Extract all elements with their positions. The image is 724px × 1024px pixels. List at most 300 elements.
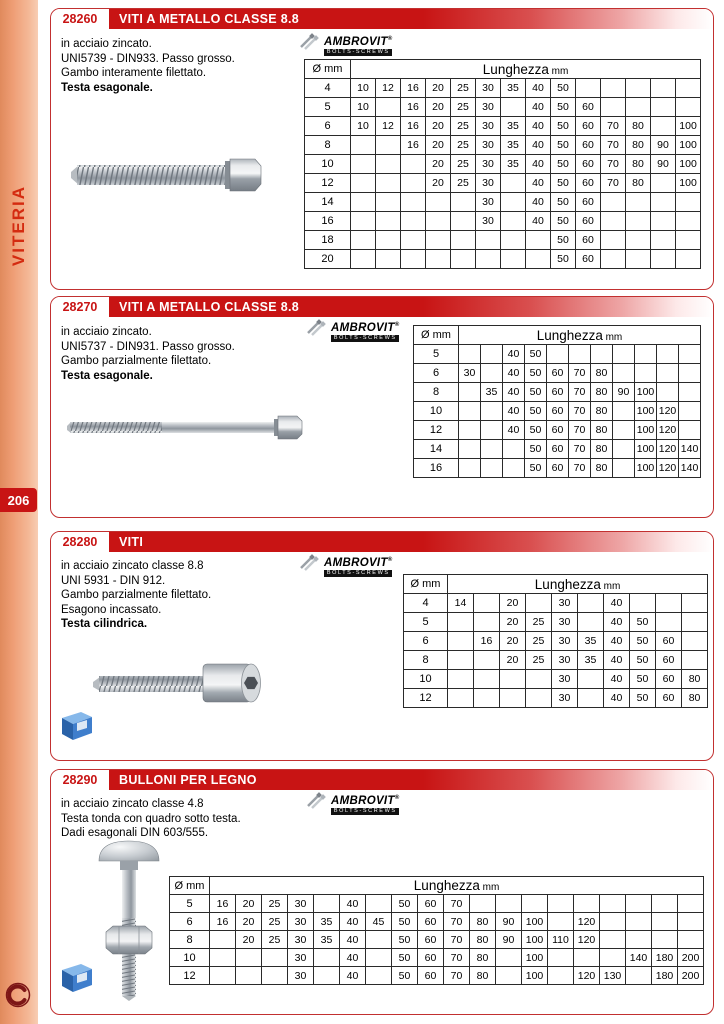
length-cell [401, 231, 426, 250]
diameter-cell: 10 [305, 155, 351, 174]
description-line: Gambo interamente filettato. [61, 67, 207, 79]
length-cell: 50 [392, 967, 418, 985]
length-cell: 40 [503, 402, 525, 421]
length-cell: 30 [459, 364, 481, 383]
length-cell [376, 250, 401, 269]
length-cell: 16 [401, 79, 426, 98]
length-cell: 70 [444, 967, 470, 985]
length-cell [601, 231, 626, 250]
description-line: in acciaio zincato. [61, 38, 152, 50]
product-title: BULLONI PER LEGNO [109, 770, 713, 790]
length-cell [366, 949, 392, 967]
length-cell: 50 [551, 155, 576, 174]
length-cell [676, 212, 701, 231]
length-cell: 100 [522, 913, 548, 931]
length-cell: 35 [578, 632, 604, 651]
ambrovit-logo [306, 319, 399, 342]
length-cell: 50 [630, 632, 656, 651]
length-cell [448, 651, 474, 670]
length-cell [459, 459, 481, 478]
length-cell [652, 931, 678, 949]
ambrovit-logo [306, 792, 399, 815]
product-code: 28260 [51, 9, 109, 29]
length-cell: 20 [426, 79, 451, 98]
length-cell: 50 [392, 949, 418, 967]
length-cell: 40 [340, 931, 366, 949]
table-row [414, 383, 701, 402]
length-cell: 20 [426, 136, 451, 155]
length-cell: 50 [525, 421, 547, 440]
length-cell [676, 98, 701, 117]
screws-icon [306, 792, 328, 810]
length-cell: 120 [574, 913, 600, 931]
length-cell [600, 895, 626, 913]
length-cell: 50 [525, 440, 547, 459]
length-cell: 25 [451, 174, 476, 193]
length-cell [376, 193, 401, 212]
description-line: Gambo parzialmente filettato. [61, 355, 212, 367]
diameter-cell: 20 [305, 250, 351, 269]
length-cell: 25 [451, 79, 476, 98]
length-cell [626, 895, 652, 913]
diameter-cell: 8 [170, 931, 210, 949]
length-cell [678, 931, 704, 949]
length-cell [351, 212, 376, 231]
length-cell: 80 [682, 670, 708, 689]
length-cell [657, 345, 679, 364]
length-cell: 100 [676, 117, 701, 136]
length-cell: 100 [522, 949, 548, 967]
length-cell [679, 383, 701, 402]
length-cell: 20 [500, 651, 526, 670]
length-cell [601, 193, 626, 212]
length-cell: 20 [236, 913, 262, 931]
length-cell: 20 [426, 117, 451, 136]
description-line: Dadi esagonali DIN 603/555. [61, 827, 209, 839]
length-cell [401, 193, 426, 212]
length-cell: 35 [314, 913, 340, 931]
length-cell: 70 [569, 440, 591, 459]
length-cell [501, 98, 526, 117]
length-cell [676, 193, 701, 212]
diameter-header: Ø mm [170, 877, 210, 895]
length-header: Lunghezza mm [210, 877, 704, 895]
length-cell: 50 [551, 136, 576, 155]
length-cell: 16 [401, 136, 426, 155]
description-line: Esagono incassato. [61, 603, 162, 616]
length-cell [481, 421, 503, 440]
length-cell [578, 613, 604, 632]
table-row [404, 613, 708, 632]
length-cell: 25 [451, 98, 476, 117]
length-cell: 40 [604, 670, 630, 689]
length-cell [569, 345, 591, 364]
description-line: in acciaio zincato classe 4.8 [61, 798, 204, 810]
length-cell: 80 [626, 155, 651, 174]
length-cell: 70 [601, 155, 626, 174]
length-cell: 200 [678, 949, 704, 967]
size-table-container [413, 325, 701, 478]
sidebar [0, 0, 38, 1024]
length-cell [451, 212, 476, 231]
length-cell [376, 231, 401, 250]
length-cell: 25 [526, 632, 552, 651]
length-cell: 20 [236, 895, 262, 913]
length-cell: 40 [340, 967, 366, 985]
length-cell [591, 345, 613, 364]
length-cell [501, 212, 526, 231]
length-cell [651, 79, 676, 98]
length-cell: 30 [552, 613, 578, 632]
length-cell: 50 [392, 913, 418, 931]
length-cell [676, 79, 701, 98]
page-number-badge: 206 [0, 488, 37, 512]
length-cell [548, 913, 574, 931]
length-cell [626, 212, 651, 231]
table-row [305, 79, 701, 98]
description-line: in acciaio zincato. [61, 326, 152, 338]
length-cell: 30 [552, 632, 578, 651]
length-cell: 20 [236, 931, 262, 949]
length-cell: 60 [547, 383, 569, 402]
length-cell: 25 [262, 895, 288, 913]
diameter-cell: 12 [414, 421, 459, 440]
length-cell: 35 [481, 383, 503, 402]
length-cell: 20 [426, 174, 451, 193]
length-cell: 12 [376, 117, 401, 136]
length-cell [470, 895, 496, 913]
length-cell: 60 [576, 117, 601, 136]
length-cell: 10 [351, 98, 376, 117]
length-cell: 70 [569, 364, 591, 383]
length-cell: 50 [551, 212, 576, 231]
length-cell [652, 895, 678, 913]
length-cell: 140 [626, 949, 652, 967]
length-cell [651, 212, 676, 231]
length-cell [351, 231, 376, 250]
brand-text [331, 792, 399, 815]
length-cell: 60 [656, 651, 682, 670]
length-cell: 25 [526, 651, 552, 670]
length-cell [262, 967, 288, 985]
length-cell: 70 [601, 174, 626, 193]
length-cell: 70 [569, 459, 591, 478]
length-cell [626, 231, 651, 250]
length-cell: 50 [551, 117, 576, 136]
length-cell [481, 402, 503, 421]
category-label: VITERIA [9, 185, 28, 267]
length-cell [613, 345, 635, 364]
length-cell: 90 [651, 155, 676, 174]
length-cell: 70 [569, 402, 591, 421]
length-cell [548, 967, 574, 985]
length-cell [682, 651, 708, 670]
length-cell: 30 [476, 98, 501, 117]
length-cell [651, 231, 676, 250]
length-cell: 70 [569, 421, 591, 440]
table-row [170, 949, 704, 967]
length-cell [401, 212, 426, 231]
diameter-cell: 14 [305, 193, 351, 212]
product-box-image [59, 960, 95, 994]
length-cell [578, 689, 604, 708]
description-line: UNI 5931 - DIN 912. [61, 574, 166, 587]
length-cell: 40 [503, 383, 525, 402]
product-section-28270 [50, 296, 714, 518]
length-cell: 40 [526, 136, 551, 155]
length-cell [501, 231, 526, 250]
length-cell: 60 [576, 212, 601, 231]
length-cell: 10 [351, 79, 376, 98]
length-cell: 40 [340, 895, 366, 913]
length-cell [476, 231, 501, 250]
length-cell: 25 [451, 117, 476, 136]
size-table [403, 574, 708, 708]
product-box-image [59, 708, 95, 742]
length-cell: 30 [476, 193, 501, 212]
length-cell [481, 345, 503, 364]
length-cell: 60 [656, 689, 682, 708]
table-row [170, 895, 704, 913]
length-cell: 12 [376, 79, 401, 98]
length-cell [500, 670, 526, 689]
length-cell [314, 949, 340, 967]
length-cell: 40 [604, 651, 630, 670]
length-cell: 140 [679, 440, 701, 459]
length-cell [401, 155, 426, 174]
table-row [414, 345, 701, 364]
length-cell: 130 [600, 967, 626, 985]
length-cell [459, 345, 481, 364]
diameter-cell: 6 [414, 364, 459, 383]
length-cell: 50 [551, 231, 576, 250]
length-cell [656, 613, 682, 632]
length-cell: 16 [401, 117, 426, 136]
length-cell [656, 594, 682, 613]
length-cell: 40 [526, 212, 551, 231]
length-cell: 180 [652, 949, 678, 967]
table-row [414, 459, 701, 478]
length-cell: 35 [501, 117, 526, 136]
length-cell: 40 [526, 79, 551, 98]
length-cell: 30 [476, 117, 501, 136]
length-cell: 90 [496, 931, 522, 949]
length-cell [601, 250, 626, 269]
length-cell: 50 [551, 250, 576, 269]
length-cell [548, 949, 574, 967]
section-header [51, 9, 713, 29]
length-cell: 50 [392, 931, 418, 949]
length-cell: 70 [601, 136, 626, 155]
brand-text [331, 319, 399, 342]
length-cell [210, 949, 236, 967]
length-cell [426, 231, 451, 250]
length-cell [657, 364, 679, 383]
diameter-cell: 5 [305, 98, 351, 117]
diameter-cell: 5 [170, 895, 210, 913]
brand-tagline: BOLTS-SCREWS [331, 808, 399, 815]
length-cell [236, 967, 262, 985]
length-cell [651, 98, 676, 117]
length-cell [501, 174, 526, 193]
diameter-cell: 16 [305, 212, 351, 231]
length-cell: 10 [351, 117, 376, 136]
size-table-container [304, 59, 701, 269]
table-row [404, 632, 708, 651]
size-table-container [169, 876, 704, 985]
length-cell: 25 [262, 931, 288, 949]
table-row [404, 594, 708, 613]
length-cell: 35 [501, 155, 526, 174]
table-row [305, 117, 701, 136]
length-cell [547, 345, 569, 364]
length-cell: 80 [626, 117, 651, 136]
description-line: Gambo parzialmente filettato. [61, 589, 212, 601]
length-cell [501, 193, 526, 212]
length-cell [574, 895, 600, 913]
length-cell: 16 [210, 913, 236, 931]
length-cell [651, 117, 676, 136]
diameter-cell: 10 [414, 402, 459, 421]
product-title: VITI A METALLO CLASSE 8.8 [109, 9, 713, 29]
publisher-logo-icon [5, 982, 31, 1008]
brand-tagline: BOLTS-SCREWS [324, 49, 392, 56]
table-row [305, 155, 701, 174]
length-cell [476, 250, 501, 269]
length-header: Lunghezza mm [351, 60, 701, 79]
length-cell: 30 [288, 895, 314, 913]
length-cell [210, 967, 236, 985]
length-cell [626, 250, 651, 269]
hex-bolt-full-thread-photo [69, 147, 274, 203]
table-header-row [305, 60, 701, 79]
length-cell [626, 967, 652, 985]
ambrovit-logo [299, 554, 392, 577]
length-cell: 60 [418, 931, 444, 949]
length-cell [351, 136, 376, 155]
length-cell: 90 [613, 383, 635, 402]
size-table [413, 325, 701, 478]
length-cell [613, 459, 635, 478]
length-cell: 50 [525, 345, 547, 364]
length-cell: 30 [288, 949, 314, 967]
length-cell [635, 364, 657, 383]
length-cell: 180 [652, 967, 678, 985]
length-cell: 60 [547, 402, 569, 421]
length-cell: 20 [500, 613, 526, 632]
length-cell [626, 913, 652, 931]
table-row [404, 670, 708, 689]
length-cell [351, 250, 376, 269]
length-cell [682, 632, 708, 651]
length-cell: 40 [526, 174, 551, 193]
length-cell: 50 [551, 174, 576, 193]
length-cell: 16 [474, 632, 500, 651]
length-cell [426, 250, 451, 269]
length-cell [474, 651, 500, 670]
length-cell [578, 670, 604, 689]
length-cell: 50 [630, 613, 656, 632]
screws-icon [306, 319, 328, 337]
brand-tagline: BOLTS-SCREWS [324, 570, 392, 577]
length-cell: 50 [525, 364, 547, 383]
length-cell [376, 174, 401, 193]
length-cell [503, 440, 525, 459]
length-cell [426, 212, 451, 231]
length-cell [526, 231, 551, 250]
length-cell [600, 949, 626, 967]
table-row [414, 421, 701, 440]
length-cell [474, 670, 500, 689]
length-cell: 60 [656, 632, 682, 651]
diameter-cell: 16 [414, 459, 459, 478]
length-cell: 30 [476, 155, 501, 174]
length-cell [526, 670, 552, 689]
product-description [61, 325, 235, 383]
diameter-cell: 4 [305, 79, 351, 98]
length-cell [451, 193, 476, 212]
length-cell: 20 [500, 632, 526, 651]
length-cell: 40 [604, 632, 630, 651]
length-cell [526, 689, 552, 708]
length-cell: 40 [526, 193, 551, 212]
length-cell [678, 913, 704, 931]
length-cell: 50 [392, 895, 418, 913]
length-cell [376, 212, 401, 231]
table-row [170, 931, 704, 949]
length-cell: 40 [340, 913, 366, 931]
length-cell: 60 [418, 967, 444, 985]
description-line: in acciaio zincato classe 8.8 [61, 560, 204, 572]
length-cell: 100 [635, 383, 657, 402]
length-cell [601, 79, 626, 98]
brand-name: AMBROVIT® [324, 35, 393, 48]
length-cell: 200 [678, 967, 704, 985]
length-cell [500, 689, 526, 708]
length-cell: 70 [444, 913, 470, 931]
table-row [170, 913, 704, 931]
length-header: Lunghezza mm [448, 575, 708, 594]
length-cell: 25 [451, 136, 476, 155]
product-code: 28290 [51, 770, 109, 790]
length-cell [626, 98, 651, 117]
length-header: Lunghezza mm [459, 326, 701, 345]
table-row [414, 402, 701, 421]
length-cell: 60 [576, 250, 601, 269]
length-cell: 80 [470, 931, 496, 949]
length-cell [351, 193, 376, 212]
length-cell: 40 [503, 345, 525, 364]
length-cell: 50 [525, 402, 547, 421]
table-header-row [414, 326, 701, 345]
length-cell [236, 949, 262, 967]
length-cell: 60 [576, 98, 601, 117]
length-cell [448, 670, 474, 689]
table-row [305, 231, 701, 250]
length-cell [426, 193, 451, 212]
section-header [51, 770, 713, 790]
length-cell: 20 [500, 594, 526, 613]
length-cell: 50 [551, 79, 576, 98]
table-row [305, 136, 701, 155]
length-cell [474, 613, 500, 632]
length-cell: 30 [288, 967, 314, 985]
product-code: 28280 [51, 532, 109, 552]
carriage-bolt-photo [93, 838, 165, 1004]
table-row [305, 174, 701, 193]
length-cell [651, 193, 676, 212]
length-cell [376, 136, 401, 155]
